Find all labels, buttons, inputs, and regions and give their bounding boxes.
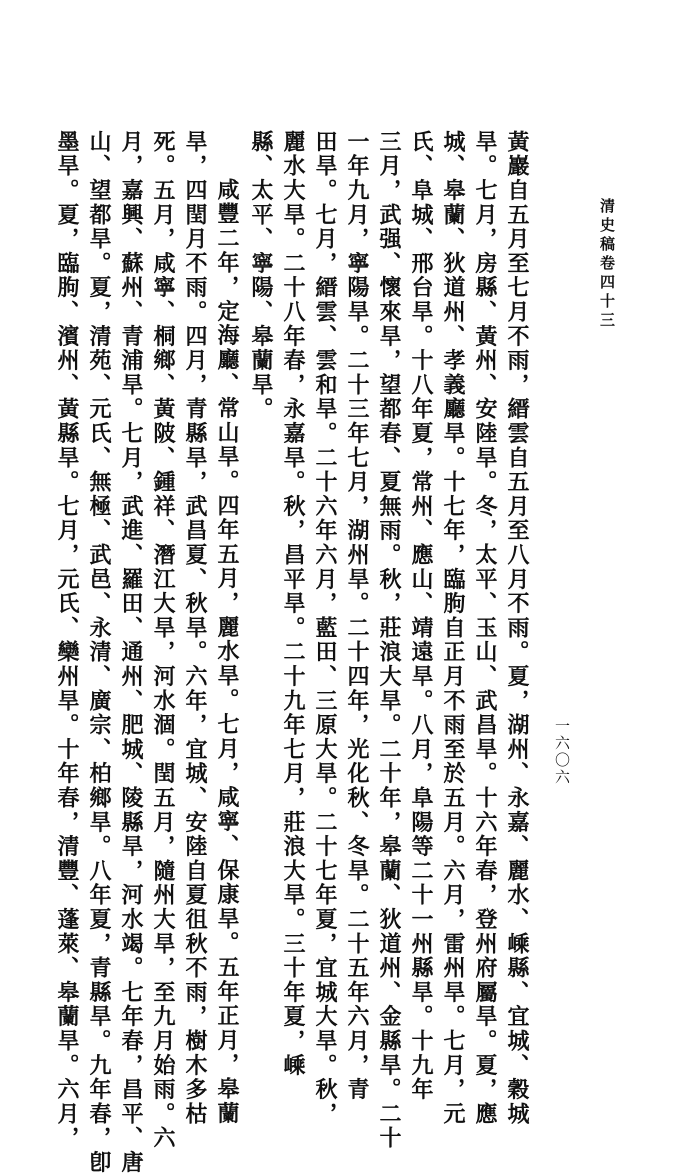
text-column-15: 墨旱。夏，臨朐、濱州、黃縣旱。七月，元氏、欒州旱。十年春，清豐、蓬萊、皋蘭旱。六月，: [54, 130, 80, 1151]
running-title: 清史稿卷四十三: [598, 198, 616, 331]
text-column-11: 旱，四閏月不雨。四月，青縣旱，武昌夏、秋旱。六年，宜城、安陸自夏徂秋不雨，樹木多枯: [182, 130, 208, 1127]
text-column-12: 死。五月，咸寧、桐鄉、黃陂、鍾祥、潛江大旱，河水涸。閏五月，隨州大旱，至九月始雨。六: [150, 130, 176, 1151]
page-number: 一六〇六: [553, 718, 571, 786]
text-column-10: 咸豐二年，定海廳、常山旱。四年五月，麗水旱。七月，咸寧、保康旱。五年正月，皋蘭: [214, 178, 240, 1126]
text-column-3: 城、皋蘭、狄道州、孝義廳旱。十七年，臨朐自正月不雨至於五月。六月，雷州旱。七月，元: [440, 130, 466, 1127]
text-column-8: 麗水大旱。二十八年春，永嘉旱。秋，昌平旱。二十九年七月，莊浪大旱。三十年夏，嵊: [280, 130, 306, 1078]
text-column-4: 氏、阜城、邢台旱。十八年夏，常州、應山、靖遠旱。八月，阜陽等二十一州縣旱。十九年: [408, 130, 434, 1102]
text-column-14: 山、望都旱。夏，清苑、元氏、無極、武邑、永清、廣宗、柏鄉旱。八年夏，青縣旱。九年春，卽: [86, 130, 112, 1175]
text-column-1: 黃巖自五月至七月不雨，縉雲自五月至八月不雨。夏，湖州、永嘉、麗水、嵊縣、宜城、穀城: [504, 130, 530, 1127]
text-column-6: 一年九月，寧陽旱。二十三年七月，湖州旱。二十四年，光化秋、冬旱。二十五年六月，青: [344, 130, 370, 1102]
text-column-5: 三月，武强、懷來旱，望都春、夏無雨。秋，莊浪大旱。二十年，皋蘭、狄道州、金縣旱。二十: [376, 130, 402, 1151]
text-column-7: 田旱。七月，縉雲、雲和旱。二十六年六月，藍田、三原大旱。二十七年夏，宜城大旱。秋，: [312, 130, 338, 1127]
text-column-9: 縣、太平、寧陽、皋蘭旱。: [248, 130, 274, 422]
text-column-2: 旱。七月，房縣、黃州、安陸旱。冬，太平、玉山、武昌旱。十六年春，登州府屬旱。夏，應: [472, 130, 498, 1127]
text-column-13: 月，嘉興、蘇州、青浦旱。七月，武進、羅田、通州、肥城、陵縣旱，河水竭。七年春，昌平、唐: [118, 130, 144, 1175]
